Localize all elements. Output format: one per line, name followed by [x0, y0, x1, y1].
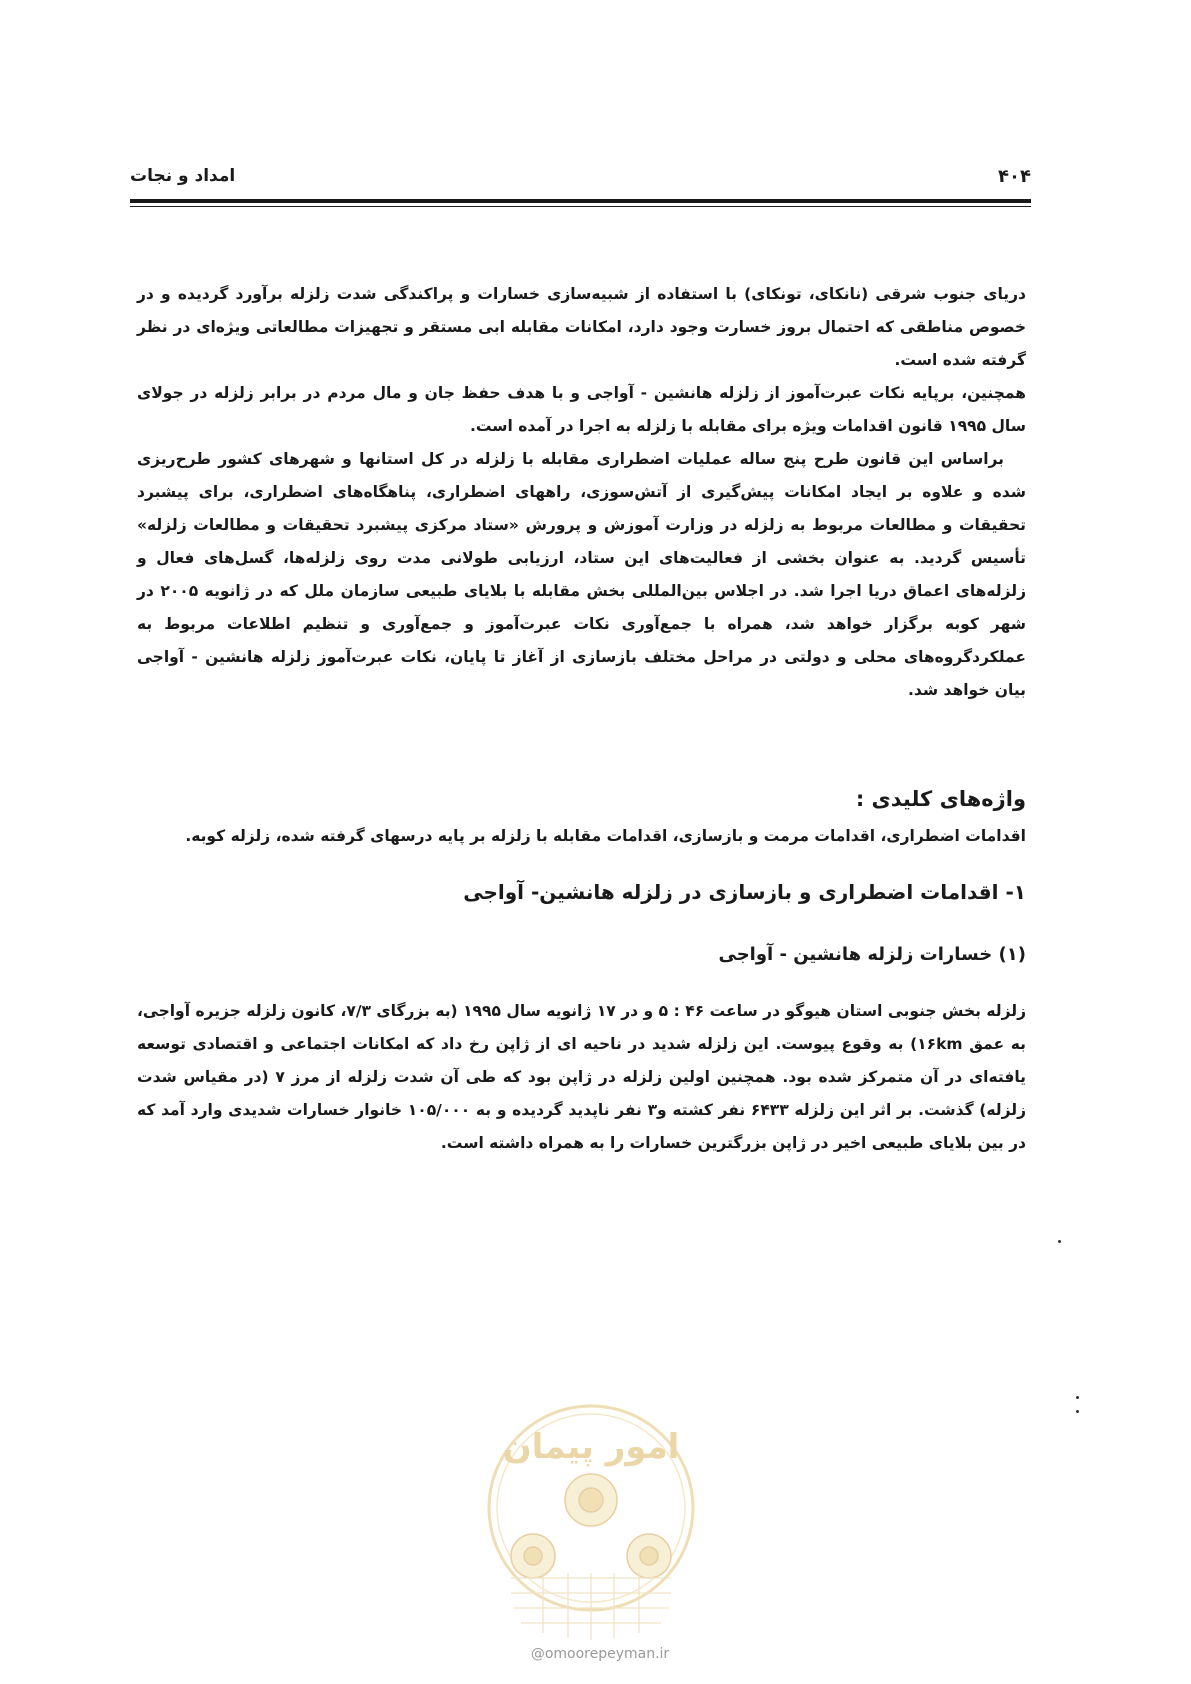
intro-text — [137, 278, 1026, 707]
watermark-url: @omoorepeyman.ir — [530, 1646, 670, 1662]
page-number: ۴۰۴ — [998, 166, 1031, 187]
section-paragraph: زلزله بخش جنوبی استان هیوگو در ساعت ۴۶ : ۵ و در ۱۷ ژانویه سال ۱۹۹۵ (به بزرگای ۷/۳، کانون زلزله جزیره آواجی، به عمق ۱۶km) به وقوع پیوست. این زلزله شدید در ناحیه ای از ژاپن رخ داد که امکانات اجتماعی و اقتصادی توسعه یافته‌ای در آن متمرکز شده بود. همچنین اولین زلزله در ژاپن بود که طی آن شدت زلزله از مرز ۷ (در مقیاس شدت زلزله) گذشت. بر اثر این زلزله ۶۴۳۳ نفر کشته و۳ نفر ناپدید گردیده و به ۱۰۵/۰۰۰ خانوار خسارات شدیدی وارد آمد که در بین بلایای طبیعی اخیر در ژاپن بزرگترین خسارات را به همراه داشته است. — [137, 1002, 1027, 1152]
section-heading: ۱- اقدامات اضطراری و بازسازی در زلزله هانشین- آواجی — [463, 880, 1026, 904]
intro-paragraph-1: دریای جنوب شرقی (نانکای، تونکای) با استفاده از شبیه‌سازی خسارات و پراکندگی شدت زلزله برآورد گردیده و در خصوص مناطقی که احتمال بروز خسارت وجود دارد، امکانات مقابله ابی مستقر و تجهیزات مطالعاتی ویژه‌ای در نظر گرفته شده است. — [137, 285, 1026, 369]
watermark-logo — [483, 1388, 699, 1658]
keywords-text: اقدامات اضطراری، اقدامات مرمت و بازسازی، اقدامات مقابله با زلزله بر پایه درسهای گرفته شده، زلزله کوبه. — [185, 827, 1026, 845]
header-rule-thick — [130, 199, 1031, 203]
keywords-heading: واژه‌های کلیدی : — [855, 787, 1026, 811]
scan-speck — [1076, 1396, 1079, 1399]
scan-speck — [1076, 1410, 1079, 1413]
header-rule-thin — [130, 206, 1031, 207]
section-body — [137, 995, 1026, 1160]
page-header — [130, 166, 1031, 194]
running-title: امداد و نجات — [130, 166, 236, 186]
sub-heading: (۱) خسارات زلزله هانشین - آواجی — [718, 944, 1026, 965]
watermark-logo-text: امور پیمان — [502, 1427, 680, 1467]
intro-paragraph-2: همچنین، برپایه نکات عبرت‌آموز از زلزله هانشین - آواجی و با هدف حفظ جان و مال مردم در برابر زلزله در جولای سال ۱۹۹۵ قانون اقدامات ویژه برای مقابله با زلزله به اجرا در آمده است. — [137, 384, 1026, 435]
intro-paragraph-3: براساس این قانون طرح پنج ساله عملیات اضطراری مقابله با زلزله در کل استانها و شهرهای کشور طرح‌ریزی شده و علاوه بر ایجاد امکانات پیش‌گیری از آتش‌سوزی، راههای اضطراری، پناهگاه‌های اضطراری، برای پیشبرد تحقیقات و مطالعات مربوط به زلزله در وزارت آموزش و پرورش «ستاد مرکزی پیشبرد تحقیقات و مطالعات زلزله» تأسیس گردید. به عنوان بخشی از فعالیت‌های این ستاد، ارزیابی طولانی مدت روی زلزله‌ها، گسل‌های فعال و زلزله‌های اعماق دریا اجرا شد. در اجلاس بین‌المللی بخش مقابله با بلایای طبیعی سازمان ملل که در ژانویه ۲۰۰۵ در شهر کوبه برگزار خواهد شد، همراه با جمع‌آوری نکات عبرت‌آموز و جمع‌آوری و تنظیم اطلاعات مربوط به عملکردگروه‌های محلی و دولتی در مراحل مختلف بازسازی از آغاز تا پایان، نکات عبرت‌آموز زلزله هانشین - آواجی بیان خواهد شد. — [137, 450, 1027, 699]
scan-speck — [1058, 1240, 1061, 1243]
